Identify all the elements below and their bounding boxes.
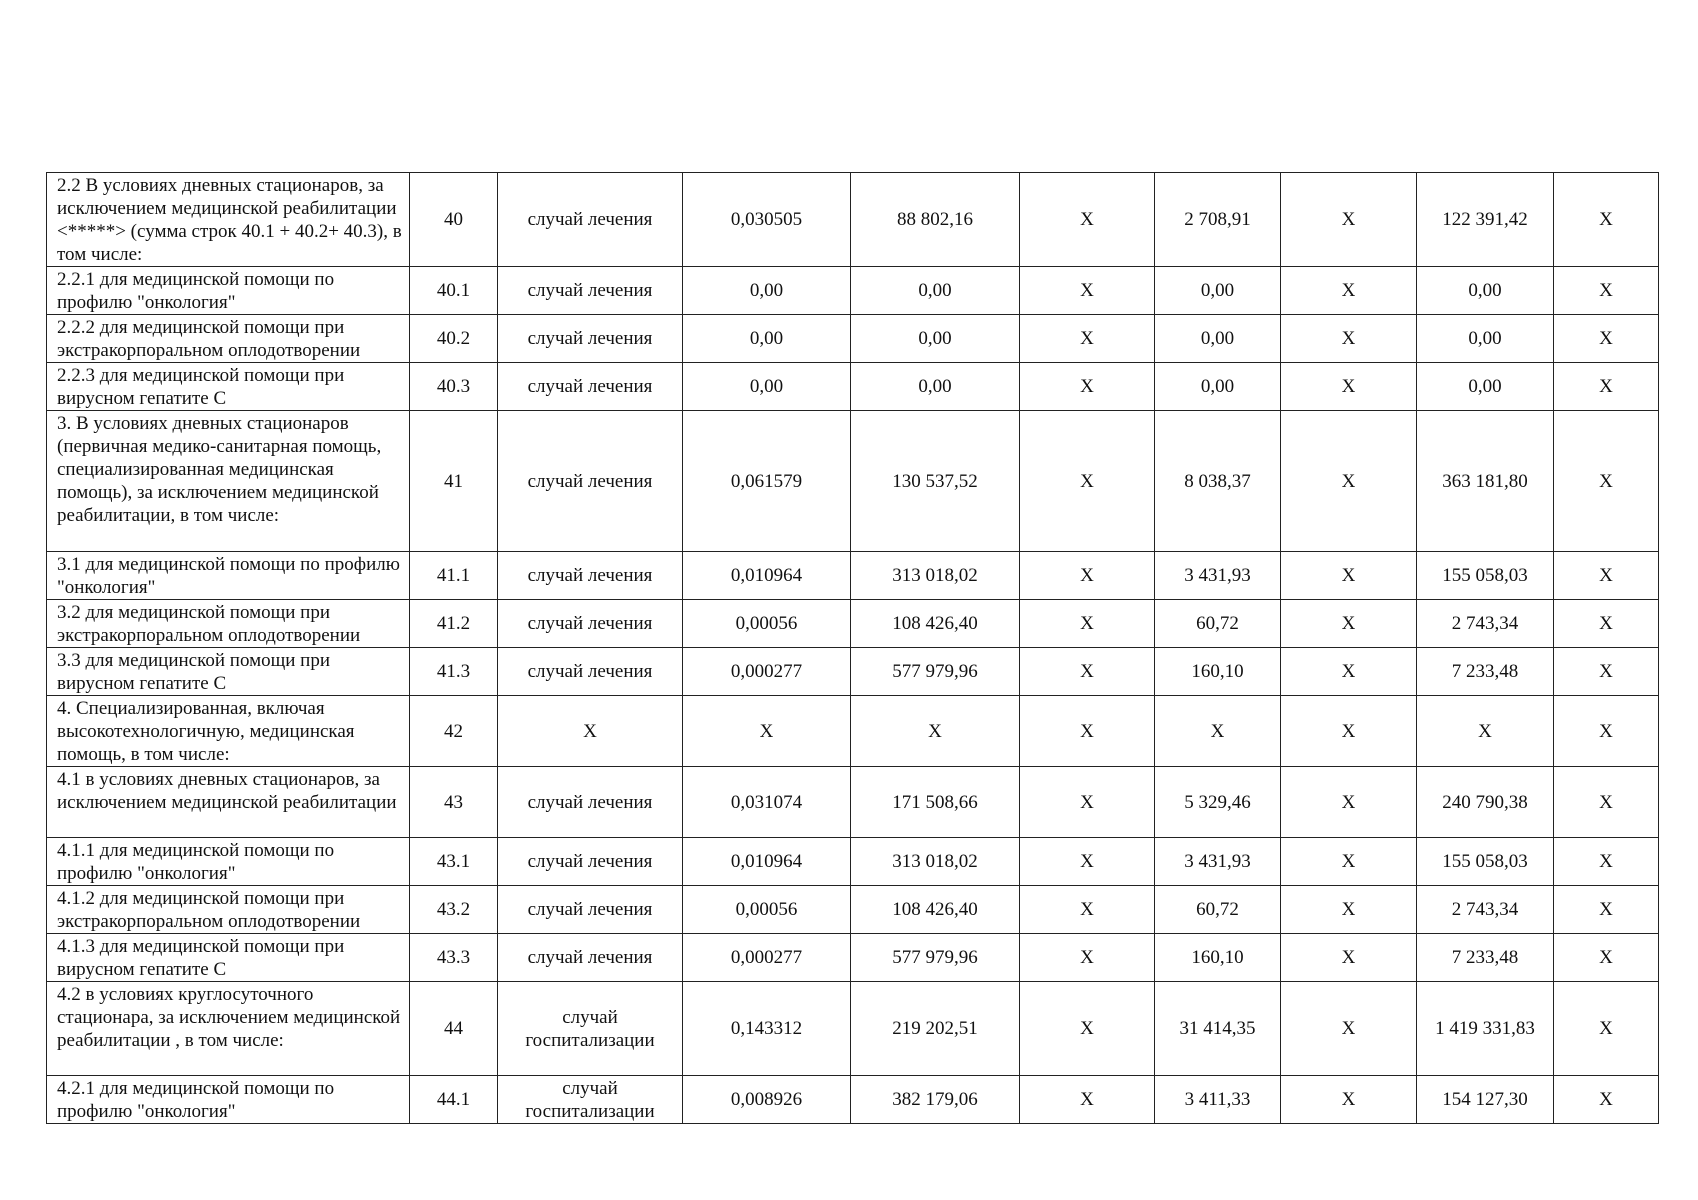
row-x-cell: X [1020,648,1155,696]
row-name-cell: 4.1.1 для медицинской помощи по профилю "онкология" [47,838,410,886]
row-volume-cell: 0,000277 [683,934,851,982]
row-unit-cell: случай госпитализации [498,982,683,1076]
row-x-cell: X [1554,1076,1659,1124]
row-x-cell: X [1020,600,1155,648]
row-x-cell: X [1281,696,1417,767]
row-cost-cell: 577 979,96 [851,934,1020,982]
row-total-cell: 0,00 [1417,315,1554,363]
row-cost-cell: 313 018,02 [851,838,1020,886]
row-unit-cell: случай лечения [498,411,683,552]
row-x-cell: X [1020,886,1155,934]
row-name-cell: 2.2 В условиях дневных стационаров, за исключением медицинской реабилитации <*****> (сумма строк 40.1 + 40.2+ 40.3), в том числе: [47,173,410,267]
row-unit-cell: случай лечения [498,838,683,886]
table-body [47,173,1659,1124]
row-x-cell: X [1554,886,1659,934]
row-total-cell: 122 391,42 [1417,173,1554,267]
row-unit-cell: случай лечения [498,767,683,838]
row-total-cell: 0,00 [1417,267,1554,315]
row-per-capita-cell: 3 431,93 [1155,552,1281,600]
row-x-cell: X [1554,838,1659,886]
table-row [47,767,1659,838]
row-code-cell: 41 [410,411,498,552]
table-row [47,315,1659,363]
row-name-cell: 4.1 в условиях дневных стационаров, за исключением медицинской реабилитации [47,767,410,838]
row-x-cell: X [1020,363,1155,411]
row-x-cell: X [1281,982,1417,1076]
row-per-capita-cell: 3 411,33 [1155,1076,1281,1124]
row-total-cell: 1 419 331,83 [1417,982,1554,1076]
row-code-cell: 41.3 [410,648,498,696]
row-volume-cell: 0,000277 [683,648,851,696]
row-per-capita-cell: 31 414,35 [1155,982,1281,1076]
row-volume-cell: 0,008926 [683,1076,851,1124]
row-unit-cell: случай лечения [498,363,683,411]
row-total-cell: 2 743,34 [1417,600,1554,648]
row-volume-cell: 0,143312 [683,982,851,1076]
row-x-cell: X [1020,696,1155,767]
row-code-cell: 43.3 [410,934,498,982]
row-volume-cell: 0,00 [683,267,851,315]
table-row [47,886,1659,934]
row-total-cell: 155 058,03 [1417,552,1554,600]
row-cost-cell: 108 426,40 [851,886,1020,934]
row-x-cell: X [1554,648,1659,696]
row-per-capita-cell: 0,00 [1155,363,1281,411]
row-volume-cell: 0,010964 [683,552,851,600]
row-unit-cell: случай лечения [498,648,683,696]
row-x-cell: X [1020,173,1155,267]
row-cost-cell: X [851,696,1020,767]
row-x-cell: X [1554,411,1659,552]
row-name-cell: 3.1 для медицинской помощи по профилю "онкология" [47,552,410,600]
row-total-cell: 155 058,03 [1417,838,1554,886]
row-x-cell: X [1281,411,1417,552]
row-x-cell: X [1281,267,1417,315]
table-row [47,838,1659,886]
row-x-cell: X [1554,552,1659,600]
row-x-cell: X [1020,267,1155,315]
row-per-capita-cell: 160,10 [1155,648,1281,696]
row-x-cell: X [1020,767,1155,838]
row-cost-cell: 0,00 [851,363,1020,411]
row-per-capita-cell: 60,72 [1155,886,1281,934]
row-code-cell: 40.3 [410,363,498,411]
row-volume-cell: 0,030505 [683,173,851,267]
row-unit-cell: случай лечения [498,600,683,648]
row-per-capita-cell: 2 708,91 [1155,173,1281,267]
row-x-cell: X [1281,648,1417,696]
row-code-cell: 40.2 [410,315,498,363]
row-cost-cell: 171 508,66 [851,767,1020,838]
row-per-capita-cell: 160,10 [1155,934,1281,982]
row-x-cell: X [1554,267,1659,315]
row-x-cell: X [1281,838,1417,886]
row-cost-cell: 313 018,02 [851,552,1020,600]
row-name-cell: 4.2.1 для медицинской помощи по профилю "онкология" [47,1076,410,1124]
row-name-cell: 4.2 в условиях круглосуточного стационара, за исключением медицинской реабилитации , в том числе: [47,982,410,1076]
table-row [47,363,1659,411]
row-unit-cell: случай лечения [498,886,683,934]
row-cost-cell: 108 426,40 [851,600,1020,648]
row-total-cell: 363 181,80 [1417,411,1554,552]
row-volume-cell: 0,00056 [683,600,851,648]
row-x-cell: X [1281,600,1417,648]
row-volume-cell: 0,061579 [683,411,851,552]
row-x-cell: X [1281,886,1417,934]
row-x-cell: X [1554,982,1659,1076]
row-unit-cell: случай лечения [498,552,683,600]
row-code-cell: 44 [410,982,498,1076]
row-per-capita-cell: 8 038,37 [1155,411,1281,552]
row-name-cell: 3.2 для медицинской помощи при экстракорпоральном оплодотворении [47,600,410,648]
row-x-cell: X [1281,173,1417,267]
row-code-cell: 40.1 [410,267,498,315]
row-total-cell: 154 127,30 [1417,1076,1554,1124]
row-x-cell: X [1020,934,1155,982]
row-code-cell: 41.1 [410,552,498,600]
row-x-cell: X [1281,934,1417,982]
row-total-cell: 2 743,34 [1417,886,1554,934]
row-x-cell: X [1554,600,1659,648]
table-row [47,1076,1659,1124]
row-name-cell: 2.2.1 для медицинской помощи по профилю "онкология" [47,267,410,315]
row-x-cell: X [1281,767,1417,838]
table-row [47,934,1659,982]
row-x-cell: X [1281,552,1417,600]
row-x-cell: X [1020,411,1155,552]
row-code-cell: 44.1 [410,1076,498,1124]
row-volume-cell: X [683,696,851,767]
medical-care-table [46,172,1659,1124]
row-x-cell: X [1020,1076,1155,1124]
row-cost-cell: 130 537,52 [851,411,1020,552]
table-row [47,267,1659,315]
row-unit-cell: случай госпитализации [498,1076,683,1124]
row-volume-cell: 0,00 [683,315,851,363]
row-x-cell: X [1020,552,1155,600]
table-row [47,552,1659,600]
row-cost-cell: 219 202,51 [851,982,1020,1076]
row-x-cell: X [1554,934,1659,982]
row-total-cell: X [1417,696,1554,767]
row-volume-cell: 0,031074 [683,767,851,838]
row-total-cell: 7 233,48 [1417,934,1554,982]
row-unit-cell: случай лечения [498,173,683,267]
row-total-cell: 7 233,48 [1417,648,1554,696]
row-per-capita-cell: 0,00 [1155,267,1281,315]
row-code-cell: 43 [410,767,498,838]
row-code-cell: 42 [410,696,498,767]
row-unit-cell: X [498,696,683,767]
row-cost-cell: 577 979,96 [851,648,1020,696]
row-x-cell: X [1554,315,1659,363]
row-x-cell: X [1554,173,1659,267]
row-x-cell: X [1281,1076,1417,1124]
row-per-capita-cell: 3 431,93 [1155,838,1281,886]
row-code-cell: 41.2 [410,600,498,648]
row-name-cell: 2.2.3 для медицинской помощи при вирусном гепатите С [47,363,410,411]
row-cost-cell: 0,00 [851,267,1020,315]
row-unit-cell: случай лечения [498,934,683,982]
table-row [47,696,1659,767]
row-unit-cell: случай лечения [498,267,683,315]
row-volume-cell: 0,00056 [683,886,851,934]
row-x-cell: X [1281,315,1417,363]
row-name-cell: 3.3 для медицинской помощи при вирусном гепатите С [47,648,410,696]
table-row [47,411,1659,552]
row-total-cell: 0,00 [1417,363,1554,411]
row-x-cell: X [1020,315,1155,363]
row-cost-cell: 88 802,16 [851,173,1020,267]
row-unit-cell: случай лечения [498,315,683,363]
row-name-cell: 4.1.3 для медицинской помощи при вирусном гепатите С [47,934,410,982]
row-total-cell: 240 790,38 [1417,767,1554,838]
row-cost-cell: 382 179,06 [851,1076,1020,1124]
row-x-cell: X [1554,767,1659,838]
row-per-capita-cell: 0,00 [1155,315,1281,363]
table-row [47,600,1659,648]
row-per-capita-cell: X [1155,696,1281,767]
row-volume-cell: 0,00 [683,363,851,411]
row-name-cell: 4. Специализированная, включая высокотехнологичную, медицинская помощь, в том числе: [47,696,410,767]
row-volume-cell: 0,010964 [683,838,851,886]
row-name-cell: 2.2.2 для медицинской помощи при экстракорпоральном оплодотворении [47,315,410,363]
row-code-cell: 43.2 [410,886,498,934]
table-row [47,648,1659,696]
table-row [47,173,1659,267]
row-x-cell: X [1281,363,1417,411]
row-code-cell: 40 [410,173,498,267]
row-x-cell: X [1020,838,1155,886]
row-per-capita-cell: 60,72 [1155,600,1281,648]
row-cost-cell: 0,00 [851,315,1020,363]
row-code-cell: 43.1 [410,838,498,886]
row-name-cell: 3. В условиях дневных стационаров (первичная медико-санитарная помощь, специализированная медицинская помощь), за исключением медицинской реабилитации, в том числе: [47,411,410,552]
table-row [47,982,1659,1076]
row-x-cell: X [1554,696,1659,767]
row-name-cell: 4.1.2 для медицинской помощи при экстракорпоральном оплодотворении [47,886,410,934]
row-x-cell: X [1554,363,1659,411]
row-x-cell: X [1020,982,1155,1076]
row-per-capita-cell: 5 329,46 [1155,767,1281,838]
